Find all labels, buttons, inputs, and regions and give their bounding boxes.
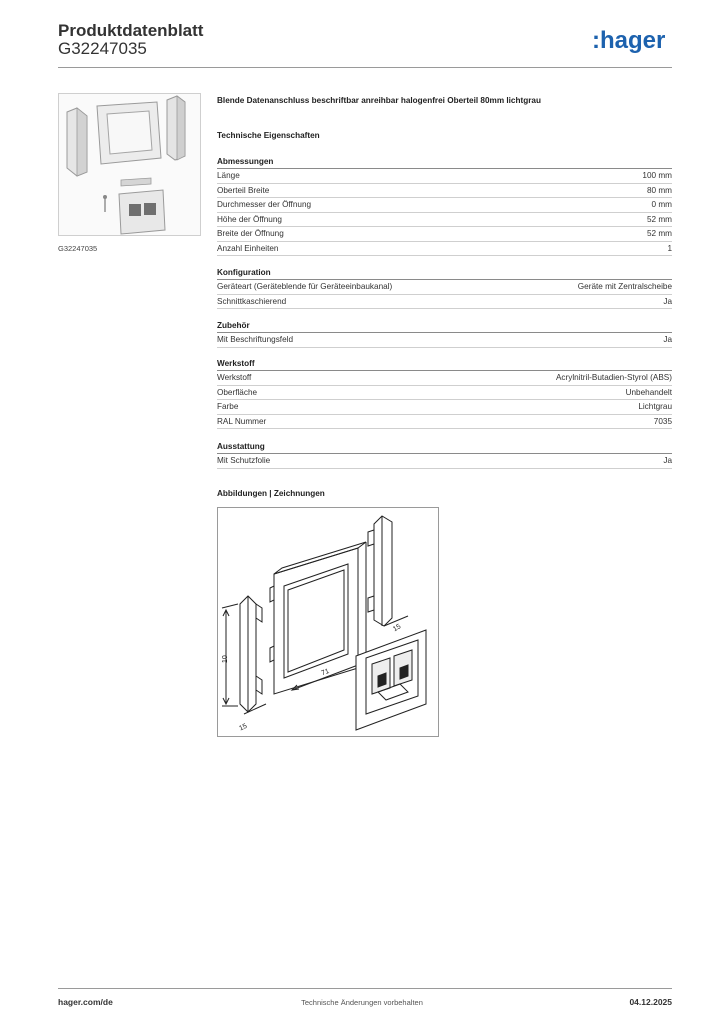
page-title: Produktdatenblatt [58, 21, 204, 40]
row-label: Werkstoff [217, 373, 252, 382]
dim-depth-left-label: 15 [238, 722, 249, 733]
row-label: Oberteil Breite [217, 185, 270, 195]
row-value: 1 [667, 243, 672, 253]
group-werkstoff [217, 358, 672, 429]
dim-height-label: 10 [222, 655, 229, 663]
row-label: Durchmesser der Öffnung [217, 200, 312, 209]
table-row [217, 169, 672, 184]
row-label: Mit Beschriftungsfeld [217, 335, 293, 344]
row-value: Acrylnitril-Butadien-Styrol (ABS) [555, 373, 672, 382]
table-row [217, 280, 672, 295]
row-value: 80 mm [646, 185, 672, 195]
group-ausstattung [217, 441, 672, 469]
table-row [217, 415, 672, 430]
row-label: Mit Schutzfolie [217, 456, 271, 465]
product-description: Blende Datenanschluss beschriftbar anreihbar halogenfrei Oberteil 80mm lichtgrau [217, 96, 541, 105]
group-abmessungen [217, 156, 672, 256]
table-row [217, 242, 672, 257]
row-value: Unbehandelt [625, 387, 672, 397]
table-row [217, 400, 672, 415]
product-number: G32247035 [58, 39, 147, 58]
table-row [217, 371, 672, 386]
header-divider [58, 67, 672, 68]
group-title: Konfiguration [217, 267, 672, 280]
row-label: RAL Nummer [217, 416, 267, 426]
group-title: Ausstattung [217, 441, 672, 454]
product-image [58, 93, 201, 236]
table-row [217, 295, 672, 310]
row-value: 52 mm [646, 214, 672, 224]
table-row [217, 454, 672, 469]
dim-width-label: 71 [320, 668, 331, 678]
row-value: 7035 [653, 416, 672, 426]
row-value: Ja [663, 456, 672, 465]
table-row [217, 227, 672, 242]
group-title: Zubehör [217, 320, 672, 333]
table-row [217, 333, 672, 348]
row-label: Oberfläche [217, 387, 258, 397]
table-row [217, 198, 672, 213]
footer-website: hager.com/de [58, 997, 113, 1007]
row-label: Schnittkaschierend [217, 296, 287, 306]
row-label: Anzahl Einheiten [217, 243, 279, 253]
section-title-properties: Technische Eigenschaften [217, 131, 320, 140]
footer-divider [58, 988, 672, 989]
group-title: Werkstoff [217, 358, 672, 371]
dim-depth-right-label: 15 [392, 623, 403, 634]
row-value: 52 mm [646, 229, 672, 238]
table-row [217, 184, 672, 199]
table-row [217, 386, 672, 401]
footer-date: 04.12.2025 [629, 997, 672, 1007]
logo-text: :hager [592, 27, 666, 53]
hager-logo [592, 27, 674, 53]
row-label: Farbe [217, 402, 239, 411]
product-photo-icon [59, 94, 200, 235]
group-konfiguration [217, 267, 672, 309]
footer-notice: Technische Änderungen vorbehalten [301, 998, 423, 1007]
row-label: Breite der Öffnung [217, 229, 284, 238]
row-value: Geräte mit Zentralscheibe [577, 282, 672, 291]
table-row [217, 213, 672, 228]
row-label: Geräteart (Geräteblende für Geräteeinbaukanal) [217, 282, 393, 291]
row-value: Lichtgrau [638, 402, 672, 411]
row-value: Ja [663, 335, 672, 344]
technical-drawing [217, 507, 439, 737]
row-value: Ja [663, 296, 672, 306]
drawing-icon [218, 508, 438, 736]
group-title: Abmessungen [217, 156, 672, 169]
group-zubehoer [217, 320, 672, 348]
row-label: Länge [217, 171, 240, 180]
row-label: Höhe der Öffnung [217, 214, 282, 224]
image-caption: G32247035 [58, 244, 98, 253]
row-value: 0 mm [651, 200, 672, 209]
row-value: 100 mm [642, 171, 672, 180]
section-title-figures: Abbildungen | Zeichnungen [217, 489, 325, 498]
